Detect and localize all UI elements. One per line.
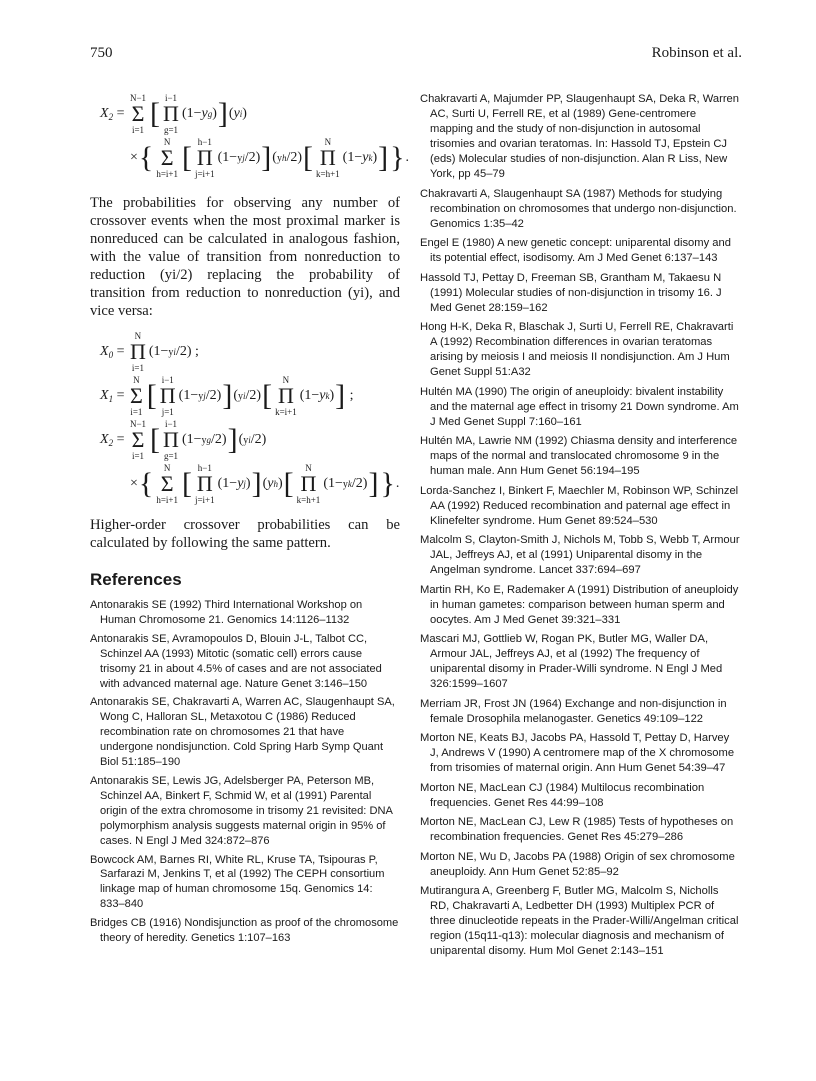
product-symbol: h−1 Π j=i+1 <box>194 463 215 505</box>
product-symbol: N Π k=h+1 <box>316 137 340 179</box>
paragraph-nonreduced: The probabilities for observing any number of crossover events when the most proximal marker is nonreduced can be calculated in analogous fashion, with the value of transition from nonreduction to reduction (yi/2) replacing the probability of transition from reduction to nonreduction (yi), and vice versa: <box>90 195 400 319</box>
reference-item: Morton NE, Keats BJ, Jacobs PA, Hassold T, Pettay D, Harvey J, Andrews V (1990) A centromere map of the X chromosome from trisomies of maternal origin. Ann Hum Genet 54:39–47 <box>420 732 735 774</box>
reference-item: Chakravarti A, Majumder PP, Slaugenhaupt SA, Deka R, Warren AC, Surti U, Ferrell RE, et al (1989) Gene-centromere mapping and the study of non-disjunction in autosomal trisomies and ovarian teratomas. In: Hassold TJ, Epstein CJ (eds) Molecular studies of non-disjunction. Alan R Liss, New York, pp 45–79 <box>420 93 739 180</box>
reference-item: Hultén MA, Lawrie NM (1992) Chiasma density and interference maps of the normal and translocated chromosome 9 in the human male. Ann Hum Genet 56:194–195 <box>420 435 738 477</box>
reference-item: Engel E (1980) A new genetic concept: uniparental disomy and its potential effect, isodisomy. Am J Med Genet 6:137–143 <box>420 237 731 264</box>
reference-item: Hultén MA (1990) The origin of aneuploidy: bivalent instability and the maternal age effect in trisomy 21 Down syndrome. Am J Med Genet Suppl 7:160–161 <box>420 385 739 428</box>
reference-item: Hassold TJ, Pettay D, Freeman SB, Grantham M, Takaesu N (1991) Molecular studies of non-disjunction in trisomy 16. J Med Genet 28:159–162 <box>420 271 722 314</box>
sum-symbol: N Σ h=i+1 <box>156 463 178 505</box>
product-symbol: N Π i=1 <box>129 331 146 373</box>
reference-item: Morton NE, MacLean CJ (1984) Multilocus recombination frequencies. Genet Res 44:99–108 <box>420 781 705 809</box>
reference-item: Hong H-K, Deka R, Blaschak J, Surti U, Ferrell RE, Chakravarti A (1992) Recombination differences in ovarian teratomas arising by meiosis I and meiosis II nondisjunction. Am J Hum Genet Suppl 51:A32 <box>420 321 734 378</box>
product-symbol: N Π k=i+1 <box>275 375 297 417</box>
reference-item: Morton NE, Wu D, Jacobs PA (1988) Origin of sex chromosome aneuploidy. Ann Hum Genet 52:85–92 <box>420 850 735 878</box>
eq-label: $X_0$ <box>100 344 114 360</box>
equation-set-nonreduced: $X_0$ = N Π i=1 (1− y i /2) ; $X_1$ = N Σ i=1 [ i−1 Π j=1 (1− y j /2) ] ( y i /2) [ N Π k=i+1 (1− y k ) ] ; $X_2$ = N−1 Σ i=1 [ i−1 Π g=1 (1− y g /2) ] ( y i /2) × { N Σ h=i+1 [ h−1 Π j=i+1 (1− y j ) ] ( y h ) [ N Π k=h+1 (1− y k /2) ] } . <box>100 331 400 505</box>
reference-item: Antonarakis SE, Avramopoulos D, Blouin J-L, Talbot CC, Schinzel AA (1993) Mitotic (somatic cell) errors cause trisomy 21 in about 4.5% of cases and are not associated with advanced maternal age. Nature Genet 3:146–150 <box>90 632 382 690</box>
reference-item: Bowcock AM, Barnes RI, White RL, Kruse TA, Tsipouras P, Sarfarazi M, Jenkins T, et al (1992) The CEPH consortium linkage map of human chromosome 15q. Genomics 14: 833–840 <box>90 853 385 911</box>
reference-item: Antonarakis SE (1992) Third International Workshop on Human Chromosome 21. Genomics 14:1126–1132 <box>90 599 363 626</box>
sum-symbol: N Σ h=i+1 <box>156 137 178 179</box>
reference-item: Lorda-Sanchez I, Binkert F, Maechler M, Robinson WP, Schinzel AA (1992) Reduced recombination and paternal age effect in Klinefelter syndrome. Hum Genet 89:524–530 <box>420 484 739 527</box>
product-symbol: i−1 Π g=1 <box>163 93 179 135</box>
references-heading: References <box>90 570 182 589</box>
reference-item: Antonarakis SE, Lewis JG, Adelsberger PA, Peterson MB, Schinzel AA, Binkert F, Schmid W, et al (1991) Parental origin of the extra chromosome in trisomy 21 revisited: DNA polymorphism analysis suggests maternal origin in 95% of cases. N Engl J Med 324:872–876 <box>90 774 393 847</box>
paragraph-higher-order: Higher-order crossover probabilities can be calculated by following the same pattern. <box>90 517 400 551</box>
references-list-left <box>90 598 400 946</box>
eq-label: $X_2$ <box>100 106 114 122</box>
product-symbol: N Π k=h+1 <box>296 463 321 505</box>
reference-item: Morton NE, MacLean CJ, Lew R (1985) Tests of hypotheses on recombination frequencies. Genet Res 45:279–286 <box>420 816 734 843</box>
reference-item: Mascari MJ, Gottlieb W, Rogan PK, Butler MG, Waller DA, Armour JAL, Jeffreys AJ, et al (1992) The frequency of uniparental disomy in Prader-Willi syndrome. N Engl J Med 326:1599–1607 <box>420 633 723 690</box>
reference-item: Antonarakis SE, Chakravarti A, Warren AC, Slaugenhaupt SA, Wong C, Halloran SL, Metaxotou C (1986) Reduced recombination rate on chromosomes 21 that have undergone nondisjunction. Cold Spring Harb Symp Quant Biol 51:185–190 <box>90 696 395 769</box>
reference-item: Martin RH, Ko E, Rademaker A (1991) Distribution of aneuploidy in human gametes: comparison between human sperm and oocytes. Am J Med Genet 39:321–331 <box>420 583 739 626</box>
sum-symbol: N−1 Σ i=1 <box>129 93 147 135</box>
right-column <box>420 92 740 964</box>
reference-item: Mutirangura A, Greenberg F, Butler MG, Malcolm S, Nicholls RD, Chakravarti A, Ledbetter DH (1993) Multiplex PCR of three dinucleotide repeats in the Prader-Willi/Angelman critical region (15q11-q13): molecular diagnosis and mechanism of uniparental disomy. Hum Mol Genet 2:143–151 <box>420 885 739 957</box>
reference-item: Chakravarti A, Slaugenhaupt SA (1987) Methods for studying recombination on chromosomes that undergo non-disjunction. Genomics 1:35–42 <box>420 187 737 230</box>
page-number: 750 <box>90 45 113 61</box>
product-symbol: h−1 Π j=i+1 <box>194 137 215 179</box>
left-column <box>90 92 410 950</box>
reference-item: Bridges CB (1916) Nondisjunction as proof of the chromosome theory of heredity. Genetics 1:107–163 <box>90 917 399 945</box>
reference-item: Merriam JR, Frost JN (1964) Exchange and non-disjunction in female Drosophila melanogaster. Genetics 49:109–122 <box>420 697 727 725</box>
eq-label: $X_2$ <box>100 432 114 448</box>
running-head: Robinson et al. <box>651 45 742 61</box>
reference-item: Malcolm S, Clayton-Smith J, Nichols M, Tobb S, Webb T, Armour JAL, Jeffreys AJ, et al (1991) Uniparental disomy in the Angelman syndrome. Lancet 337:694–697 <box>420 534 740 576</box>
product-symbol: i−1 Π j=1 <box>159 375 176 417</box>
eq-label: $X_1$ <box>100 388 114 404</box>
sum-symbol: N−1 Σ i=1 <box>129 419 147 461</box>
equation-x2-first: $X_2$ = N−1 Σ i=1 [ i−1 Π g=1 (1− y g ) ] ( y i ) × { N Σ h=i+1 [ h−1 Π j=i+1 (1− y j /2) ] ( y h /2) [ N Π k=h+1 (1− y k ) ] } . <box>100 93 410 179</box>
product-symbol: i−1 Π g=1 <box>163 419 179 461</box>
sum-symbol: N Σ i=1 <box>129 375 143 417</box>
